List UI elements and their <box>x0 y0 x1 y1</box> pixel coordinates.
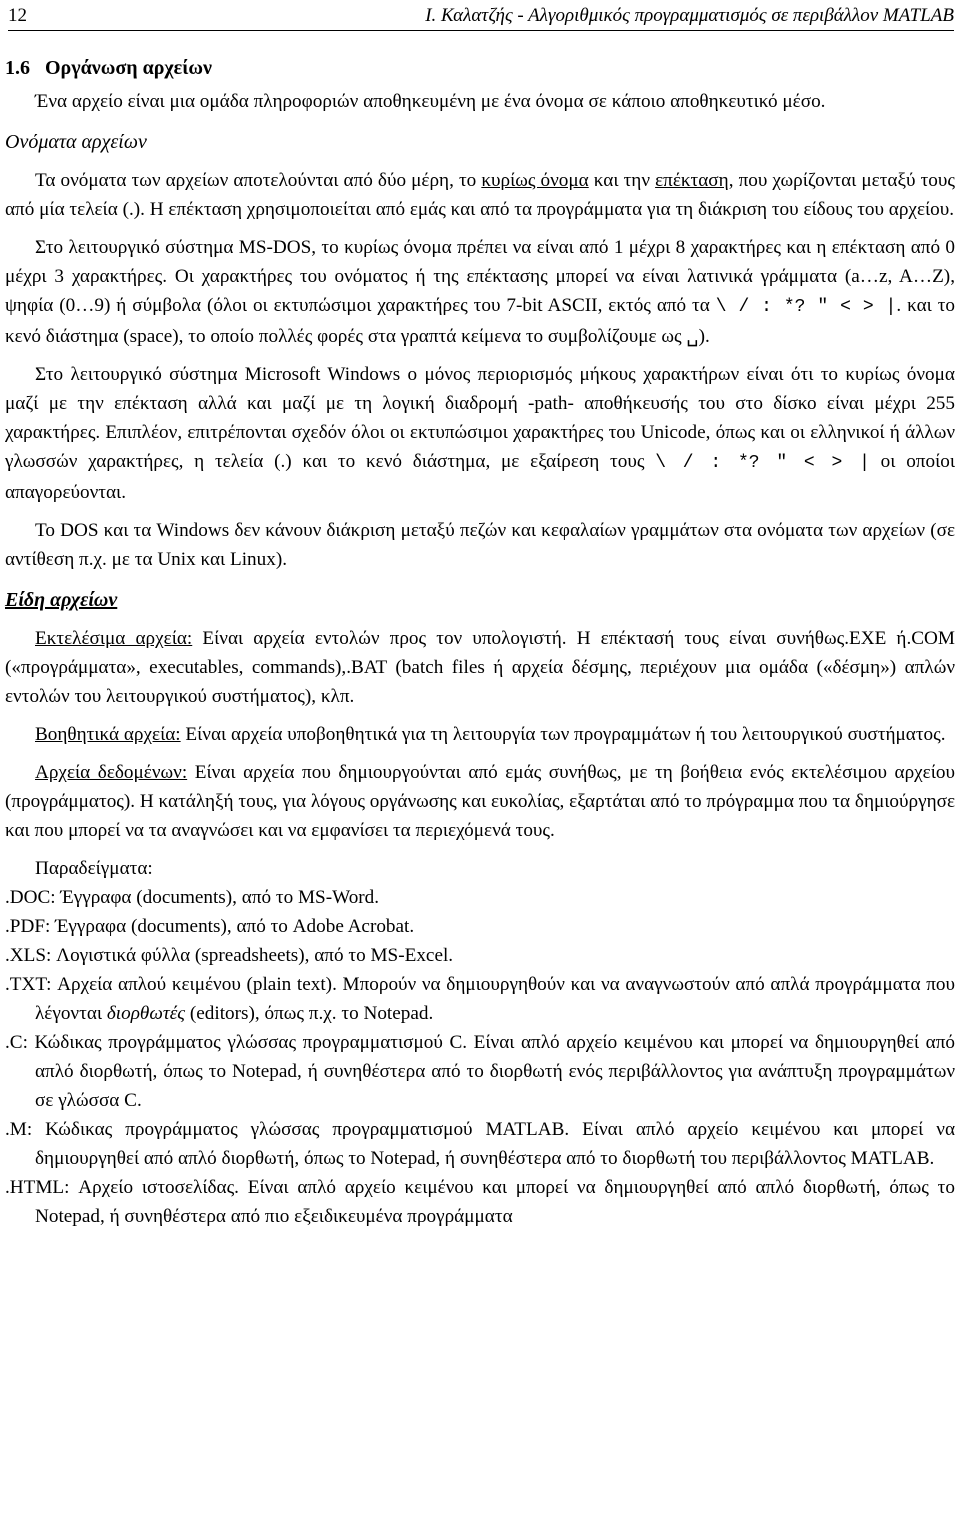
filenames-paragraph-1: Τα ονόματα των αρχείων αποτελούνται από δύο μέρη, το κυρίως όνομα και την επέκταση, που χωρίζονται μεταξύ τους από μία τελεία (.). Η επέκταση χρησιμοποιείται από εμάς και από τα προγράμματα για τη διάκριση του είδους του αρχείου. <box>5 170 955 220</box>
filenames-heading: Ονόματα αρχείων <box>5 131 147 153</box>
aux-files-label: Βοηθητικά αρχεία: <box>35 724 181 745</box>
extension-term: επέκταση <box>655 170 729 191</box>
space-symbol: ␣ <box>686 326 699 347</box>
exec-files-label: Εκτελέσιμα αρχεία: <box>35 628 193 649</box>
section-intro: Ένα αρχείο είναι μια ομάδα πληροφοριών αποθηκευμένη με ένα όνομα σε κάποιο αποθηκευτικό μέσο. <box>35 91 826 112</box>
section-number: 1.6 <box>5 57 30 79</box>
filenames-paragraph-3: Στο λειτουργικό σύστημα Microsoft Windows ο μόνος περιορισμός μήκους χαρακτήρων είναι ότι το κυρίως όνομα μαζί με την επέκταση αλλά και μαζί με τη λογική διαδρομή -path- αποθήκευσής του στο δίσκο είναι μέχρι 255 χαρακτήρες. Επιπλέον, επιτρέπονται σχεδόν όλοι οι εκτυπώσιμοι χαρακτήρες του Unicode, όπως και οι ελληνικοί ή άλλων γλωσσών χαρακτήρες, η τελεία (.) και το κενό διάστημα, με εξαίρεση τους \ / : *? " < > | οι οποίοι απαγορεύονται. <box>5 364 955 503</box>
page-content <box>5 54 955 1231</box>
filenames-paragraph-2: Στο λειτουργικό σύστημα MS-DOS, το κυρίως όνομα πρέπει να είναι από 1 μέχρι 8 χαρακτήρες και η επέκταση από 0 μέχρι 3 χαρακτήρες. Οι χαρακτήρες του ονόματος ή της επέκτασης μπορεί να είναι λατινικά γράμματα (a…z, A…Z), ψηφία (0…9) ή σύμβολα (όλοι οι εκτυπώσιμοι χαρακτήρες του 7-bit ASCII, εκτός από τα \ / : *? " < > |. και το κενό διάστημα (space), το οποίο πολλές φορές στα γραπτά κείμενα το συμβολίζουμε ως ␣). <box>5 237 955 347</box>
editors-term: διορθωτές <box>106 1003 186 1024</box>
aux-files-paragraph: Βοηθητικά αρχεία: Είναι αρχεία υποβοηθητικά για τη λειτουργία των προγραμμάτων ή του λειτουργικού συστήματος. <box>35 724 946 745</box>
filetypes-heading: Είδη αρχείων <box>5 589 118 611</box>
page-header <box>8 2 954 31</box>
exec-files-paragraph: Εκτελέσιμα αρχεία: Είναι αρχεία εντολών προς τον υπολογιστή. Η επέκτασή τους είναι συνήθως.EXE ή.COM («προγράμματα», executables, commands),.BAT (batch files ή αρχεία δέσμης, περιέχουν μια ομάδα («δέσμη») απλών εντολών του λειτουργικού συστήματος), κλπ. <box>5 628 955 707</box>
data-files-label: Αρχεία δεδομένων: <box>35 762 188 783</box>
example-html: .HTML: Αρχείο ιστοσελίδας. Είναι απλό αρχείο κειμένου και μπορεί να δημιουργηθεί από απλό διορθωτή, όπως το Notepad, ή συνηθέστερα από πιο εξειδικευμένα προγράμματα <box>5 1177 955 1227</box>
example-c: .C: Κώδικας προγράμματος γλώσσας προγραμματισμού C. Είναι απλό αρχείο κειμένου και μπορεί να δημιουργηθεί από απλό διορθωτή, όπως το Notepad, ή συνηθέστερα από το διορθωτή ενός περιβάλλοντος για ανάπτυξη προγραμμάτων σε γλώσσα C. <box>5 1032 955 1111</box>
filenames-paragraph-4: Το DOS και τα Windows δεν κάνουν διάκριση μεταξύ πεζών και κεφαλαίων γραμμάτων στα ονόματα των αρχείων (σε αντίθεση π.χ. με τα Unix και Linux). <box>5 520 955 570</box>
running-head: Ι. Καλατζής - Αλγοριθμικός προγραμματισμός σε περιβάλλον MATLAB <box>425 5 954 26</box>
main-name-term: κυρίως όνομα <box>481 170 589 191</box>
section-title: Οργάνωση αρχείων <box>45 57 212 79</box>
forbidden-chars-windows: \ / : *? " < > | <box>655 453 870 473</box>
example-pdf: .PDF: Έγγραφα (documents), από το Adobe Acrobat. <box>5 916 415 937</box>
example-xls: .XLS: Λογιστικά φύλλα (spreadsheets), από το MS-Excel. <box>5 945 454 966</box>
data-files-paragraph: Αρχεία δεδομένων: Είναι αρχεία που δημιουργούνται από εμάς συνήθως, με τη βοήθεια ενός εκτελέσιμου αρχείου (προγράμματος). Η κατάληξή τους, για λόγους οργάνωσης και ευκολίας, εξαρτάται από το πρόγραμμα που τα δημιούργησε και που μπορεί να τα αναγνώσει και να εμφανίσει τα περιεχόμενά τους. <box>5 762 956 841</box>
page-number: 12 <box>8 5 27 26</box>
examples-heading: Παραδείγματα: <box>35 858 153 879</box>
example-txt: .TXT: Αρχεία απλού κειμένου (plain text). Μπορούν να δημιουργηθούν και να αναγνωστούν από απλά προγράμματα που λέγονται διορθωτές (editors), όπως π.χ. το Notepad. <box>5 974 955 1024</box>
example-doc: .DOC: Έγγραφα (documents), από το MS-Word. <box>5 887 380 908</box>
example-m: .M: Κώδικας προγράμματος γλώσσας προγραμματισμού MATLAB. Είναι απλό αρχείο κειμένου και μπορεί να δημιουργηθεί από απλό διορθωτή, όπως το Notepad, ή συνηθέστερα από το διορθωτή του περιβάλλοντος MATLAB. <box>5 1119 955 1169</box>
section-heading <box>5 54 955 83</box>
forbidden-chars: \ / : *? " < > | <box>715 297 897 317</box>
